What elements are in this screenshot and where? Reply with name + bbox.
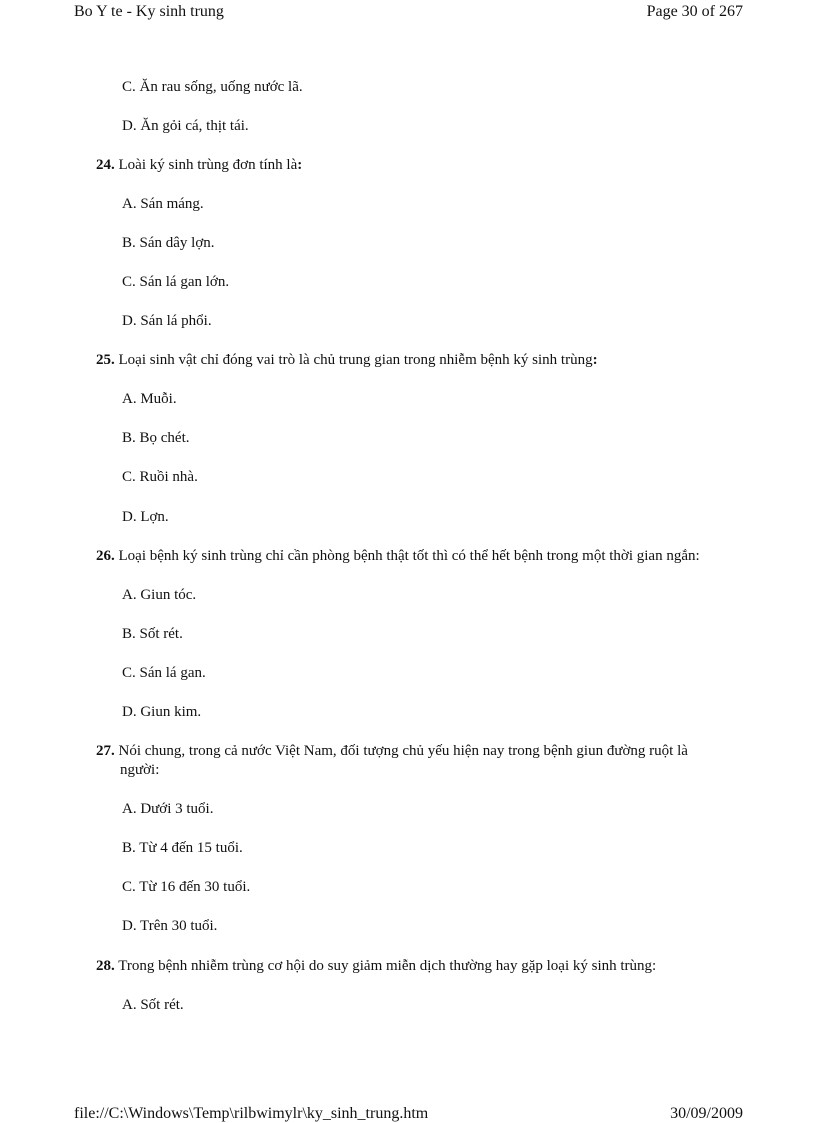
question-text: Trong bệnh nhiễm trùng cơ hội do suy giảm miễn dịch thường hay gặp loại ký sinh trùng: — [114, 958, 657, 974]
option-26-a: A. Giun tóc. — [122, 587, 197, 603]
option-26-b: B. Sốt rét. — [122, 626, 183, 642]
question-text: Loài ký sinh trùng đơn tính là — [114, 157, 298, 173]
option-25-d: D. Lợn. — [122, 509, 169, 525]
option-27-b: B. Từ 4 đến 15 tuổi. — [122, 840, 243, 856]
question-number: 24. — [96, 157, 115, 173]
question-text: Nói chung, trong cả nước Việt Nam, đối tượng chủ yếu hiện nay trong bệnh giun đường ruột là — [114, 743, 688, 759]
question-text-continued: người: — [120, 762, 160, 778]
option-25-b: B. Bọ chét. — [122, 430, 190, 446]
question-number: 27. — [96, 743, 115, 759]
option-prev-d: D. Ăn gỏi cá, thịt tái. — [122, 118, 249, 134]
option-27-a: A. Dưới 3 tuổi. — [122, 801, 214, 817]
header-title: Bo Y te - Ky sinh trung — [74, 3, 224, 20]
option-24-b: B. Sán dây lợn. — [122, 235, 215, 251]
question-27 — [96, 742, 746, 780]
file-path: file://C:\Windows\Temp\rilbwimylr\ky_sinh_trung.htm — [74, 1105, 429, 1122]
option-26-d: D. Giun kim. — [122, 704, 202, 720]
option-24-c: C. Sán lá gan lớn. — [122, 274, 230, 290]
question-colon: : — [592, 352, 598, 368]
option-27-c: C. Từ 16 đến 30 tuổi. — [122, 879, 251, 895]
option-prev-c: C. Ăn rau sống, uống nước lã. — [122, 79, 303, 95]
question-colon: : — [297, 157, 303, 173]
option-24-d: D. Sán lá phổi. — [122, 313, 212, 329]
option-28-a: A. Sốt rét. — [122, 997, 184, 1013]
option-24-a: A. Sán máng. — [122, 196, 204, 212]
print-date: 30/09/2009 — [670, 1105, 743, 1122]
question-26 — [96, 547, 700, 565]
question-25 — [96, 351, 598, 369]
question-number: 25. — [96, 352, 115, 368]
question-text: Loại sinh vật chỉ đóng vai trò là chủ trung gian trong nhiễm bệnh ký sinh trùng — [114, 352, 593, 368]
question-28 — [96, 957, 656, 975]
question-text: Loại bệnh ký sinh trùng chỉ cần phòng bệnh thật tốt thì có thể hết bệnh trong một thời gian ngắn: — [114, 548, 700, 564]
option-27-d: D. Trên 30 tuổi. — [122, 918, 218, 934]
option-25-c: C. Ruồi nhà. — [122, 469, 198, 485]
option-25-a: A. Muỗi. — [122, 391, 177, 407]
question-number: 26. — [96, 548, 115, 564]
option-26-c: C. Sán lá gan. — [122, 665, 206, 681]
question-number: 28. — [96, 958, 115, 974]
page-number: Page 30 of 267 — [646, 3, 743, 20]
question-24 — [96, 156, 302, 174]
